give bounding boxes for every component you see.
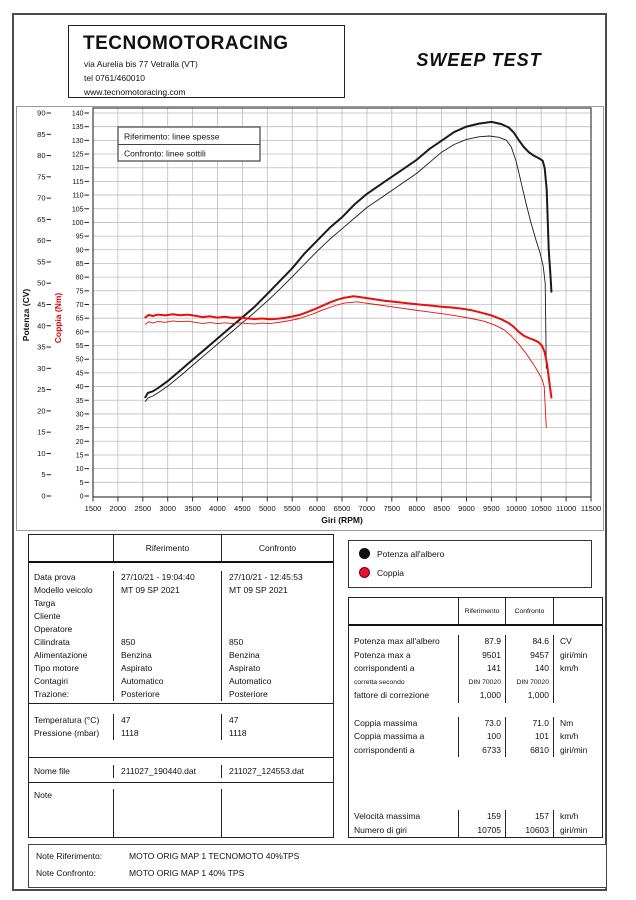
table-cell: 100	[486, 731, 501, 741]
legend-label-torque: Coppia	[377, 567, 404, 578]
table-cell	[222, 610, 333, 623]
table-cell: 71.0	[532, 717, 549, 728]
torque-tick-label: 30	[75, 411, 84, 419]
power-tick-label: 60	[37, 236, 46, 246]
company-phone: tel 0761/460010	[84, 73, 145, 83]
report-title: SWEEP TEST	[416, 50, 542, 70]
x-tick-label: 9000	[458, 504, 475, 513]
table-column	[114, 765, 222, 778]
info-table	[28, 534, 334, 838]
power-tick-label: 25	[37, 385, 46, 395]
info-header-confronto: Confronto	[258, 543, 297, 553]
torque-tick-label: 5	[79, 479, 84, 487]
curve-legend-box	[348, 540, 592, 588]
power-tick-label: 70	[37, 193, 46, 203]
x-tick-label: 8000	[408, 504, 426, 513]
power-tick-label: 90	[37, 108, 46, 118]
table-cell	[114, 597, 221, 610]
info-header-empty	[29, 535, 114, 561]
torque-tick-label: 15	[75, 452, 84, 460]
table-cell: Automatico	[121, 676, 164, 686]
torque-tick-label: 75	[75, 288, 84, 296]
table-cell: 9501	[482, 649, 501, 660]
table-cell: Nm	[560, 717, 574, 728]
table-cell	[554, 676, 602, 690]
chart-legend-riferimento: Riferimento: linee spesse	[124, 131, 220, 142]
torque-tick-label: 125	[71, 151, 84, 159]
company-address: via Aurelia bis 77 Vetralla (VT)	[84, 59, 198, 69]
info-header-riferimento: Riferimento	[114, 535, 222, 561]
series-power	[145, 136, 546, 402]
notes-box	[28, 844, 607, 888]
torque-tick-label: 60	[75, 329, 84, 337]
x-tick-label: 6000	[308, 504, 326, 513]
results-header-confronto: Confronto	[506, 598, 554, 624]
torque-tick-label: 90	[75, 247, 84, 255]
torque-tick-label: 35	[75, 397, 84, 405]
table-column	[506, 717, 554, 758]
power-tick-label: 75	[37, 172, 46, 182]
table-cell: 10705	[477, 824, 501, 835]
table-column	[349, 810, 459, 837]
table-cell: Tipo motore	[34, 663, 80, 673]
power-tick-label: 50	[37, 278, 46, 288]
power-tick-label: 80	[37, 151, 46, 161]
x-tick-label: 9500	[483, 504, 500, 513]
table-cell: 1,000	[527, 690, 549, 700]
company-name: TECNOMOTORACING	[83, 33, 289, 54]
x-tick-label: 4500	[234, 504, 251, 513]
info-group-note	[29, 782, 333, 837]
table-cell: Benzina	[229, 650, 260, 660]
table-cell: 850	[229, 637, 244, 647]
table-cell: 850	[121, 637, 136, 647]
torque-tick-label: 25	[75, 425, 84, 433]
table-cell: Velocità massima	[354, 811, 421, 821]
table-column	[349, 635, 459, 703]
power-tick-label: 5	[41, 470, 46, 480]
torque-tick-label: 80	[75, 274, 84, 282]
results-group-torque	[349, 703, 602, 758]
power-tick-label: 10	[37, 448, 46, 458]
table-cell: Benzina	[121, 650, 152, 660]
torque-tick-label: 40	[75, 384, 84, 392]
table-cell	[222, 789, 333, 802]
torque-tick-label: 110	[72, 192, 84, 200]
table-cell: 6733	[482, 744, 501, 755]
legend-item-power	[359, 548, 444, 559]
x-tick-label: 7000	[358, 504, 376, 513]
x-tick-label: 4000	[209, 504, 226, 513]
table-cell: fattore di correzione	[354, 690, 430, 700]
table-cell: MT 09 SP 2021	[229, 585, 288, 595]
power-tick-label: 40	[37, 321, 46, 331]
table-cell	[222, 597, 333, 610]
torque-tick-label: 115	[72, 178, 84, 186]
table-column	[459, 635, 506, 703]
torque-tick-label: 140	[71, 110, 84, 118]
table-cell	[114, 610, 221, 623]
table-cell: 6810	[530, 744, 549, 755]
info-table-header	[29, 535, 333, 563]
table-cell: Nome file	[34, 766, 70, 776]
power-tick-label: 30	[37, 363, 46, 373]
table-cell: 9457	[530, 649, 549, 660]
note-riferimento-row	[36, 851, 299, 861]
table-cell: 27/10/21 - 19:04:40	[121, 572, 195, 582]
table-cell: km/h	[560, 811, 579, 821]
table-cell: 211027_190440.dat	[121, 766, 197, 776]
note-riferimento-value: MOTO ORIG MAP 1 TECNOMOTO 40%TPS	[129, 851, 300, 861]
x-tick-label: 10500	[530, 504, 552, 513]
power-dot-icon	[359, 548, 370, 559]
table-cell: giri/min	[560, 824, 588, 835]
table-cell: Posteriore	[121, 689, 160, 699]
results-header-empty	[349, 598, 459, 624]
table-cell: 1,000	[479, 690, 501, 700]
table-column	[29, 571, 114, 701]
x-tick-label: 3000	[159, 504, 177, 513]
power-tick-label: 20	[37, 406, 46, 416]
x-tick-label: 10000	[505, 504, 527, 513]
table-column	[459, 810, 506, 837]
table-cell: 140	[534, 663, 549, 673]
torque-tick-label: 50	[75, 356, 84, 364]
table-cell: Targa	[34, 598, 56, 608]
power-tick-label: 55	[37, 257, 46, 267]
table-column	[222, 571, 333, 701]
table-cell: km/h	[560, 663, 579, 673]
series-torque	[145, 296, 551, 397]
table-cell: Note	[34, 790, 52, 800]
table-cell: Temperatura (°C)	[34, 715, 100, 725]
table-cell: 211027_124553.dat	[229, 766, 305, 776]
table-column	[222, 789, 333, 837]
table-cell: 141	[486, 663, 501, 673]
legend-item-torque	[359, 567, 404, 578]
power-tick-label: 0	[41, 491, 46, 501]
table-cell: MT 09 SP 2021	[121, 585, 180, 595]
company-website: www.tecnomotoracing.com	[84, 87, 186, 97]
x-tick-label: 7500	[383, 504, 401, 513]
table-cell: Operatore	[34, 624, 73, 634]
torque-tick-label: 100	[71, 219, 84, 227]
series-torque	[145, 302, 546, 428]
table-cell: Posteriore	[229, 689, 268, 699]
chart-legend-confronto: Confronto: linee sottili	[124, 148, 206, 159]
table-cell: Contagiri	[34, 676, 69, 686]
table-cell: 84.6	[532, 636, 549, 646]
torque-tick-label: 85	[75, 260, 84, 268]
table-cell: Coppia massima	[354, 717, 418, 728]
table-cell: corrispondenti a	[354, 663, 415, 673]
table-cell: 1118	[121, 728, 139, 738]
table-cell: giri/min	[560, 649, 588, 660]
x-tick-label: 2000	[109, 504, 127, 513]
x-tick-label: 3500	[184, 504, 201, 513]
torque-tick-label: 70	[75, 302, 84, 309]
table-cell: CV	[560, 636, 572, 646]
x-tick-label: 11000	[555, 504, 577, 513]
power-tick-label: 45	[37, 300, 46, 309]
table-cell: Pressione (mbar)	[34, 728, 100, 738]
table-cell: 159	[486, 811, 501, 821]
legend-label-power: Potenza all'albero	[377, 548, 445, 559]
table-column	[222, 714, 333, 740]
table-cell: 101	[534, 731, 549, 741]
torque-dot-icon	[359, 567, 370, 578]
table-cell: Automatico	[229, 676, 272, 686]
torque-tick-label: 55	[75, 343, 84, 351]
table-cell: Data prova	[34, 572, 76, 582]
table-cell: Aspirato	[229, 663, 261, 673]
table-cell: Alimentazione	[34, 650, 88, 660]
table-cell: Potenza max all'albero	[354, 636, 440, 646]
table-cell: 27/10/21 - 12:45:53	[229, 572, 303, 582]
x-tick-label: 6500	[333, 504, 351, 513]
table-cell: Modello veicolo	[34, 585, 93, 595]
table-column	[506, 810, 554, 837]
table-cell: DIN 70020	[468, 678, 501, 686]
table-cell: DIN 70020	[516, 678, 549, 686]
table-cell: Aspirato	[121, 663, 153, 673]
table-cell: km/h	[560, 731, 579, 741]
x-tick-label: 2500	[134, 504, 152, 513]
table-column	[29, 789, 114, 837]
x-tick-label: 1500	[84, 504, 102, 513]
x-tick-label: 11500	[580, 504, 602, 513]
table-cell	[114, 789, 221, 802]
x-axis-title: Giri (RPM)	[321, 515, 363, 525]
x-tick-label: 8500	[433, 504, 450, 513]
table-column	[554, 717, 602, 758]
torque-tick-label: 95	[75, 233, 84, 241]
torque-tick-label: 20	[75, 438, 84, 446]
torque-tick-label: 45	[75, 370, 84, 378]
note-confronto-row	[36, 868, 244, 878]
table-cell	[554, 689, 602, 703]
table-cell	[222, 623, 333, 636]
torque-tick-label: 10	[75, 466, 84, 474]
power-tick-label: 85	[37, 129, 46, 139]
power-axis-title: Potenza (CV)	[21, 288, 31, 342]
table-column	[114, 571, 222, 701]
table-cell: 10603	[525, 824, 549, 835]
table-column	[459, 717, 506, 758]
table-cell: Potenza max a	[354, 649, 411, 660]
table-cell: Cilindrata	[34, 637, 70, 647]
table-cell	[114, 623, 221, 636]
table-column	[506, 635, 554, 703]
table-cell: Coppia massima a	[354, 731, 425, 741]
table-column	[554, 810, 602, 837]
power-tick-label: 65	[37, 214, 46, 224]
note-riferimento-label: Note Riferimento:	[36, 851, 103, 861]
x-tick-label: 5000	[258, 504, 276, 513]
table-column	[114, 714, 222, 740]
table-cell: Trazione:	[34, 689, 70, 699]
table-cell: 47	[229, 715, 239, 725]
torque-tick-label: 0	[79, 493, 84, 501]
power-tick-label: 35	[37, 342, 46, 352]
table-cell: 1118	[229, 728, 247, 738]
table-column	[349, 717, 459, 758]
table-cell: corrispondenti a	[354, 744, 415, 755]
info-group-vehicle	[29, 563, 333, 703]
table-cell: corretta secondo	[354, 678, 405, 686]
torque-tick-label: 135	[71, 124, 84, 132]
power-tick-label: 15	[37, 427, 46, 437]
note-confronto-value: MOTO ORIG MAP 1 40% TPS	[129, 868, 245, 878]
results-group-speed	[349, 757, 602, 837]
table-cell: 47	[121, 715, 131, 725]
table-column	[222, 765, 333, 778]
results-group-power	[349, 626, 602, 703]
table-cell: Numero di giri	[354, 824, 407, 835]
table-cell: giri/min	[560, 744, 588, 755]
torque-tick-label: 120	[71, 165, 84, 173]
results-header-riferimento: Riferimento	[459, 598, 506, 624]
table-cell: 87.9	[484, 636, 501, 646]
series-power	[145, 122, 551, 397]
torque-tick-label: 105	[71, 206, 84, 214]
table-column	[29, 714, 114, 740]
table-cell: 157	[534, 811, 549, 821]
torque-tick-label: 130	[71, 137, 84, 145]
info-group-file	[29, 757, 333, 782]
torque-axis-title: Coppia (Nm)	[53, 292, 63, 344]
results-table-header	[349, 598, 602, 626]
x-tick-label: 5500	[283, 504, 301, 513]
table-column	[114, 789, 222, 837]
note-confronto-label: Note Confronto:	[36, 868, 97, 878]
table-column	[29, 765, 114, 778]
info-group-ambient	[29, 703, 333, 757]
results-table	[348, 597, 603, 838]
torque-tick-label: 65	[75, 315, 84, 323]
table-column	[554, 635, 602, 703]
table-cell: Cliente	[34, 611, 61, 621]
table-cell: 73.0	[484, 717, 501, 728]
